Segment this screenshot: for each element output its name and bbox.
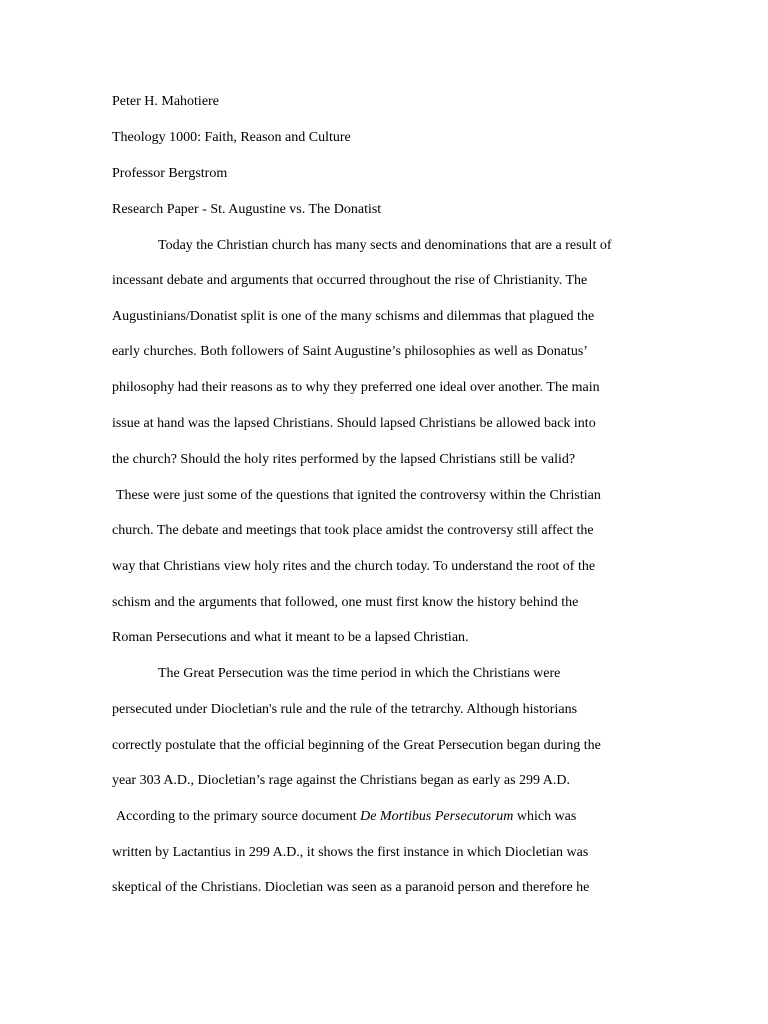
citation-title: De Mortibus Persecutorum [360, 809, 514, 824]
paragraph-line: philosophy had their reasons as to why they preferred one ideal over another. The main [112, 380, 600, 395]
paragraph-line: Today the Christian church has many sects and denominations that are a result of [158, 238, 612, 253]
paragraph-line: incessant debate and arguments that occurred throughout the rise of Christianity. The [112, 273, 588, 288]
professor-line: Professor Bergstrom [112, 166, 228, 181]
paragraph-line: written by Lactantius in 299 A.D., it shows the first instance in which Diocletian was [112, 845, 589, 860]
paragraph-line: Roman Persecutions and what it meant to be a lapsed Christian. [112, 630, 469, 645]
paragraph-line: The Great Persecution was the time period in which the Christians were [158, 666, 561, 681]
paper-title-line: Research Paper - St. Augustine vs. The Donatist [112, 202, 382, 217]
paragraph-line-with-citation [116, 808, 576, 826]
paragraph-line: skeptical of the Christians. Diocletian was seen as a paranoid person and therefore he [112, 880, 590, 895]
paragraph-line: schism and the arguments that followed, one must first know the history behind the [112, 595, 579, 610]
citation-lead-text: According to the primary source document [116, 809, 361, 824]
author-line: Peter H. Mahotiere [112, 94, 219, 109]
paragraph-line: Augustinians/Donatist split is one of the many schisms and dilemmas that plagued the [112, 309, 595, 324]
paragraph-line: correctly postulate that the official beginning of the Great Persecution began during the [112, 738, 601, 753]
citation-trail-text: which was [513, 809, 577, 824]
paragraph-line: persecuted under Diocletian's rule and the rule of the tetrarchy. Although historians [112, 702, 578, 717]
course-line: Theology 1000: Faith, Reason and Culture [112, 130, 351, 145]
paragraph-line: the church? Should the holy rites performed by the lapsed Christians still be valid? [112, 452, 576, 467]
paragraph-line: year 303 A.D., Diocletian’s rage against the Christians began as early as 299 A.D. [112, 773, 570, 788]
paragraph-line: issue at hand was the lapsed Christians. Should lapsed Christians be allowed back into [112, 416, 596, 431]
paragraph-line: These were just some of the questions that ignited the controversy within the Christian [116, 488, 601, 503]
paragraph-line: way that Christians view holy rites and the church today. To understand the root of the [112, 559, 596, 574]
paragraph-line: church. The debate and meetings that took place amidst the controversy still affect the [112, 523, 594, 538]
paragraph-line: early churches. Both followers of Saint Augustine’s philosophies as well as Donatus’ [112, 344, 588, 359]
